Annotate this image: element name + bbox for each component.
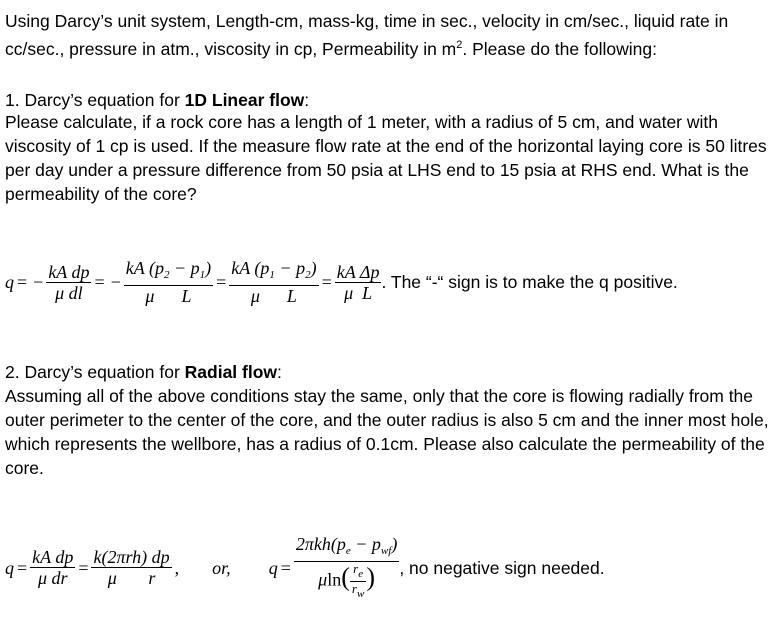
section2-heading-bold: Radial flow: [184, 362, 278, 382]
intro-superscript: 2: [456, 39, 463, 51]
section2-heading: [5, 360, 773, 384]
linear-flow-note: . The “-“ sign is to make the q positive.: [381, 272, 678, 292]
intro-line-1: Using Darcy’s unit system, Length-cm, mass-kg, time in sec., velocity in cm/sec., liquid rate in: [5, 11, 729, 31]
equation-fraction: $\frac{\text{kA Δp}}{\text{μ L}}$: [336, 261, 380, 303]
equation-fraction: $2\pi kh(p_e - p_{wf})$ μln( $\frac{r_e}{r_w}$ ): [295, 534, 398, 600]
equation-fraction: $\frac{kA (p_2 - p_1)}{\text{μ L}}$: [125, 258, 212, 306]
section2-heading-suffix: :: [277, 362, 282, 382]
section1-heading: [5, 88, 773, 112]
section2-body: Assuming all of the above conditions stay the same, only that the core is flowing radially from the outer perimeter to the center of the core, and the outer radius is also 5 cm and the inner most hole, which represents the wellbore, has a radius of 0.1cm. Please also calculate the permeability of the core.: [5, 386, 769, 478]
equation-fraction: $\frac{\text{k(2πrh) dp}}{\text{μ r}}$: [93, 547, 170, 588]
equation-fraction: $\frac{\text{kA dp}}{\text{μ dr}}$: [32, 547, 74, 588]
radial-flow-note: , no negative sign needed.: [399, 557, 605, 578]
section1-heading-bold: 1D Linear flow: [184, 90, 305, 110]
section1-heading-suffix: :: [304, 90, 310, 110]
equation-fraction: $\frac{r_e}{r_w}$: [351, 561, 365, 600]
linear-flow-equation: q = − $\frac{\text{kA dp}}{\text{μ dl}}$ = − $\frac{kA (p_2 - p_1)}{\text{μ L}}$ = $\frac{kA (p_1 - p_2)}{\text{μ L}}$ = $\frac{\text{kA Δp}}{\text{μ L}}$ . The “-“ sign is to make the q positive.: [5, 258, 678, 306]
equation-fraction: $\frac{kA (p_1 - p_2)}{\text{μ L}}$: [231, 258, 317, 306]
radial-flow-equation: q = $\frac{\text{kA dp}}{\text{μ dr}}$ = $\frac{\text{k(2πrh) dp}}{\text{μ r}}$ , or, q = $2\pi kh(p_e - p_{wf})$ μln( $\frac{r_e}{r_w}$ ) , no negative sign needed.: [5, 534, 605, 600]
section2-heading-prefix: 2. Darcy’s equation for: [5, 362, 185, 382]
intro-paragraph: [5, 9, 773, 61]
section1-heading-prefix: 1. Darcy’s equation for: [5, 90, 185, 110]
intro-line-2-end: . Please do the following:: [462, 38, 657, 59]
section1-body: Please calculate, if a rock core has a length of 1 meter, with a radius of 5 cm, and water with viscosity of 1 cp is used. If the measure flow rate at the end of the horizontal laying core is 50 litres per day under a pressure difference from 50 psia at LHS end to 15 psia at RHS end. What is the permeability of the core?: [5, 112, 767, 204]
equation-fraction: $\frac{\text{kA dp}}{\text{μ dl}}$: [48, 261, 90, 303]
or-label: or,: [212, 557, 231, 578]
intro-line-2: cc/sec., pressure in atm., viscosity in cp, Permeability in m: [5, 38, 457, 59]
